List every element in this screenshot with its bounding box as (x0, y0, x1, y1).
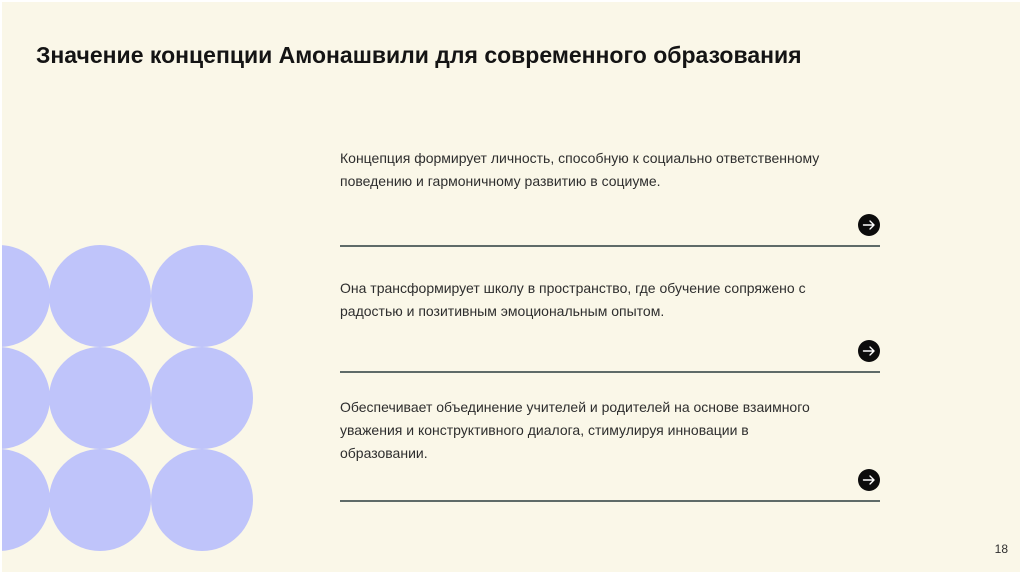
divider (340, 500, 880, 502)
decorative-circle (151, 449, 253, 551)
arrow-button[interactable] (858, 340, 880, 362)
decorative-circle (151, 245, 253, 347)
decorative-circle (151, 347, 253, 449)
item-text: Концепция формирует личность, способную к социально ответственному поведению и гармоничному развитию в социуме. (340, 150, 820, 189)
arrow-right-icon (862, 344, 876, 358)
decorative-circle (49, 347, 151, 449)
decorative-circle (2, 347, 50, 449)
slide (2, 2, 1020, 572)
decorative-circle-grid (2, 2, 262, 572)
divider (340, 245, 880, 247)
decorative-circle (49, 449, 151, 551)
arrow-button[interactable] (858, 214, 880, 236)
arrow-button[interactable] (858, 469, 880, 491)
item-text: Обеспечивает объединение учителей и родителей на основе взаимного уважения и конструктивного диалога, стимулируя инновации в образовании. (340, 399, 810, 461)
arrow-right-icon (862, 473, 876, 487)
item-text: Она трансформирует школу в пространство, где обучение сопряжено с радостью и позитивным эмоциональным опытом. (340, 280, 806, 319)
decorative-circle (2, 245, 50, 347)
arrow-right-icon (862, 218, 876, 232)
divider (340, 371, 880, 373)
slide-title: Значение концепции Амонашвили для современного образования (36, 42, 802, 68)
decorative-circle (49, 245, 151, 347)
decorative-circle (2, 449, 50, 551)
page-number: 18 (994, 542, 1008, 556)
